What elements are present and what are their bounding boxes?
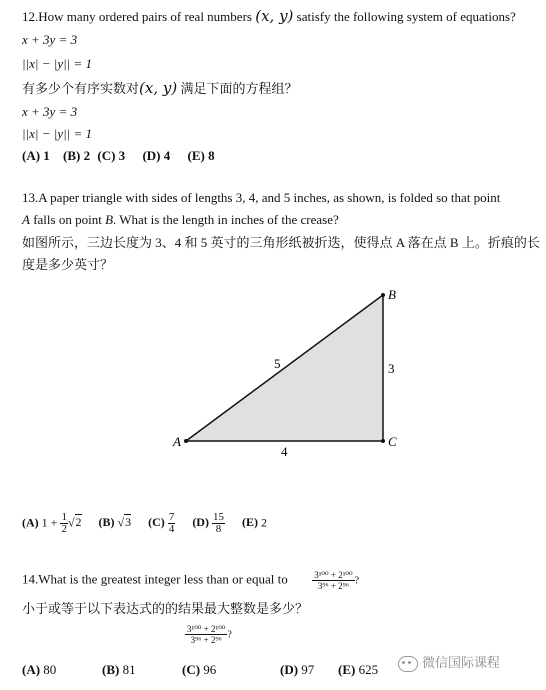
q13-choice-d-frac: $\frac{15}{8}$ xyxy=(212,511,224,535)
q13-choice-c-frac: $\frac{7}{4}$ xyxy=(168,511,175,535)
q14-choice-a: (A) 80 xyxy=(22,662,57,677)
q12-cn-prompt xyxy=(22,79,297,98)
q13-choice-c-label: (C) xyxy=(148,515,165,530)
vertex-a-dot xyxy=(184,439,188,443)
q14-fraction-display: $\frac{\text{3¹⁰⁰ + 2¹⁰⁰}}{\text{3⁹⁶ + 2⁹⁶}}$ ? xyxy=(187,624,232,645)
q12-intro: 12.How many ordered pairs of real numbers xyxy=(22,9,256,24)
triangle-shape xyxy=(186,295,383,441)
q12-eq1: x + 3y = 3 xyxy=(22,32,78,47)
q13-line2: A falls on point B. What is the length in inches of the crease? xyxy=(22,212,339,227)
q14-cn-line: 小于或等于以下表达式的的结果最大整数是多少？ xyxy=(22,601,309,616)
q13-choice-a-label: (A) xyxy=(22,515,39,530)
q12-choice-b: (B) 2 xyxy=(63,148,91,163)
vertex-b-label: B xyxy=(388,287,396,302)
q12-cn-intro: 有多少个有序实数对 xyxy=(22,81,140,96)
q13-point-b: B xyxy=(105,212,114,227)
side-base-label: 4 xyxy=(281,444,288,459)
vertex-c-dot xyxy=(381,439,385,443)
q14-line1: 14.What is the greatest integer less than or equal to $\frac{\text{3¹⁰⁰ + 2¹⁰⁰}}{\text{3⁹⁶ + 2⁹⁶}}$ ? xyxy=(22,570,360,591)
q13-cn-line2: 度是多少英寸？ xyxy=(22,257,114,272)
vertex-b-dot xyxy=(381,293,385,297)
q12-eq2-repeat: ||x| − |y|| = 1 xyxy=(22,126,93,141)
q13-choice-d-label: (D) xyxy=(192,515,209,530)
q13-choice-a-frac: $\frac{1}{2}$ xyxy=(61,511,67,535)
q12-prompt xyxy=(22,7,516,26)
q12-choice-a: (A) 1 xyxy=(22,148,50,163)
triangle-figure xyxy=(0,280,546,480)
q12-choice-e: (E) 8 xyxy=(187,148,215,163)
q14-prompt: 14.What is the greatest integer less than or equal to xyxy=(22,571,288,587)
q13-choices: (A) 1 + $\frac{1}{2}$ √2 (B) √3 (C) $\frac{7}{4}$ (D) $\frac{15}{8}$ (E) 2 xyxy=(22,511,267,535)
q12-pair: (x, y) xyxy=(255,7,294,25)
q14-choice-b: (B) 81 xyxy=(102,662,136,677)
q12-eq2: ||x| − |y|| = 1 xyxy=(22,56,93,71)
q14-choice-d: (D) 97 xyxy=(280,662,315,677)
q12-cn-outro: 满足下面的方程组？ xyxy=(177,81,298,96)
wechat-icon xyxy=(398,656,418,672)
q12-choices xyxy=(22,147,225,165)
q13-point-a: A xyxy=(22,212,30,227)
q14-choice-c: (C) 96 xyxy=(182,662,217,677)
q12-choice-c: (C) 3 xyxy=(97,148,126,163)
side-vert-label: 3 xyxy=(388,361,395,376)
side-hyp-label: 5 xyxy=(274,356,281,371)
q12-choice-d: (D) 4 xyxy=(142,148,171,163)
q14-fraction-inline: $\frac{\text{3¹⁰⁰ + 2¹⁰⁰}}{\text{3⁹⁶ + 2⁹⁶}}$ xyxy=(314,570,353,591)
q12-eq1-repeat: x + 3y = 3 xyxy=(22,104,78,119)
q13-choice-e-label: (E) xyxy=(241,515,258,530)
q13-line1: 13.A paper triangle with sides of lengths 3, 4, and 5 inches, as shown, is folded so that point xyxy=(22,190,501,205)
watermark-text: 微信国际课程 xyxy=(422,656,501,671)
q13-choice-b-label: (B) xyxy=(98,515,115,530)
watermark xyxy=(398,652,500,672)
q14-choice-e: (E) 625 xyxy=(338,662,379,677)
vertex-c-label: C xyxy=(388,434,397,449)
q13-cn-line1: 如图所示，三边长度为 3、4 和 5 英寸的三角形纸被折迭，使得点 A 落在点 B 上。折痕的长 xyxy=(22,235,540,250)
vertex-a-label: A xyxy=(173,434,181,449)
q12-outro: satisfy the following system of equations? xyxy=(293,9,516,24)
q12-cn-pair: (x, y) xyxy=(139,79,178,97)
